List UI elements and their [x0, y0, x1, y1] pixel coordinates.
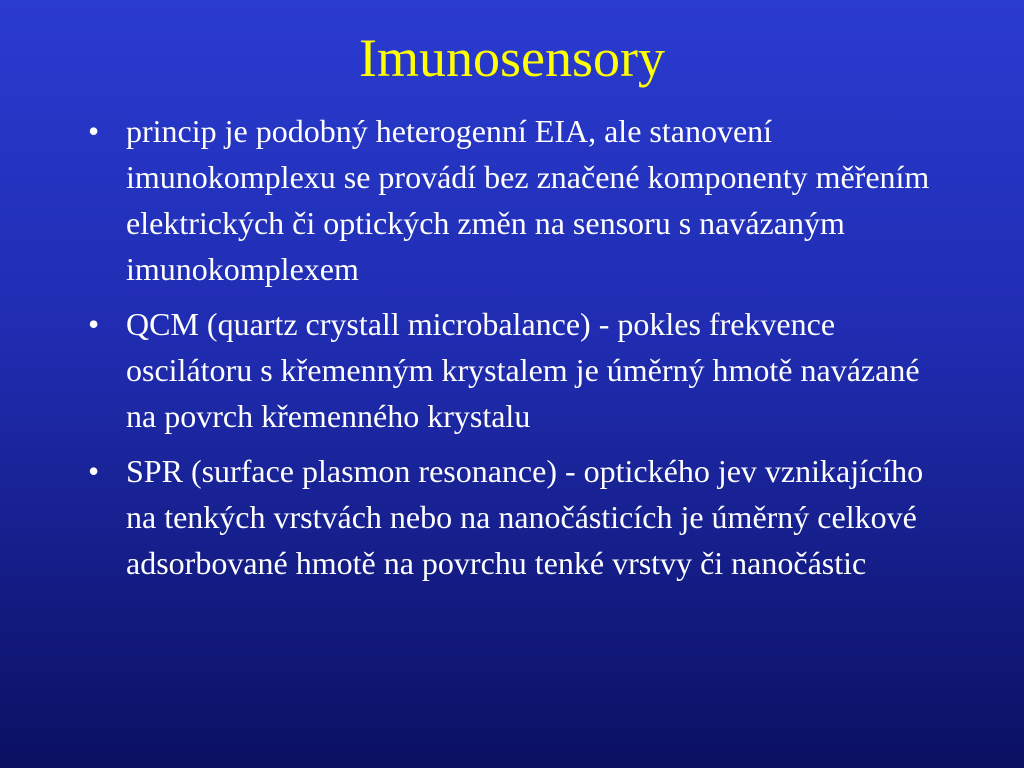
bullet-item-qcm [82, 301, 952, 439]
bullet-item-spr [82, 448, 952, 586]
bullet-item-principle [82, 108, 952, 292]
bullet-text: princip je podobný heterogenní EIA, ale stanovení imunokomplexu se provádí bez značené komponenty měřením elektrických či optických změn na sensoru s navázaným imunokomplexem [126, 113, 930, 287]
bullet-text: SPR (surface plasmon resonance) - optického jev vznikajícího na tenkých vrstvách nebo na nanočásticích je úměrný celkové adsorbované hmotě na povrchu tenké vrstvy či nanočástic [126, 453, 924, 581]
bullet-list [82, 108, 952, 595]
bullet-text: QCM (quartz crystall microbalance) - pokles frekvence oscilátoru s křemenným krystalem je úměrný hmotě navázané na povrch křemenného krystalu [126, 306, 920, 434]
bullet-icon: • [88, 306, 100, 342]
bullet-icon: • [88, 113, 100, 149]
slide-title: Imunosensory [359, 28, 665, 88]
bullet-icon: • [88, 453, 100, 489]
